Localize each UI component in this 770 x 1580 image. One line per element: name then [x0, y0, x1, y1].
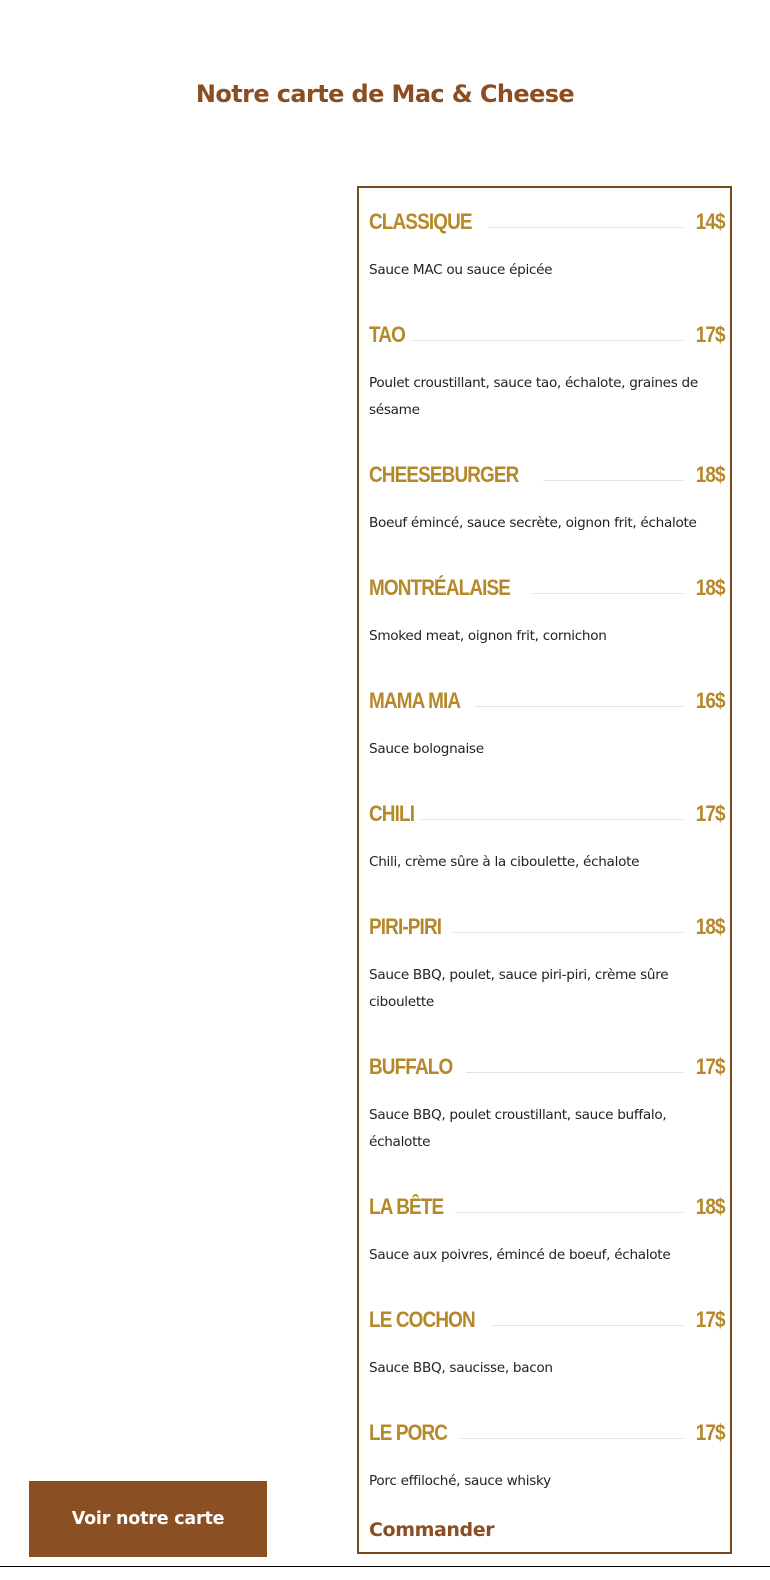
- item-name: CHEESEBURGER: [369, 462, 519, 487]
- item-name: LA BÊTE: [369, 1194, 444, 1219]
- item-price: 18$: [696, 1194, 725, 1219]
- menu-item-classique: [369, 205, 725, 284]
- dot-leader: [543, 480, 683, 481]
- dot-leader: [533, 593, 683, 594]
- menu-item-chili: [369, 797, 725, 876]
- item-description: Chili, crème sûre à la ciboulette, échalote: [369, 854, 640, 870]
- item-description: Sauce BBQ, poulet croustillant, sauce buffalo, échalotte: [369, 1107, 667, 1150]
- item-price: 16$: [696, 688, 725, 713]
- item-description: Boeuf émincé, sauce secrète, oignon frit, échalote: [369, 515, 697, 531]
- item-name: LE PORC: [369, 1420, 448, 1445]
- item-name: MAMA MIA: [369, 688, 461, 713]
- item-description: Sauce MAC ou sauce épicée: [369, 262, 553, 278]
- menu-item-tao: [369, 318, 725, 424]
- item-name: LE COCHON: [369, 1307, 475, 1332]
- menu-item-mama-mia: [369, 684, 725, 763]
- item-description: Sauce aux poivres, émincé de boeuf, échalote: [369, 1247, 671, 1263]
- dot-leader: [475, 706, 683, 707]
- item-price: 18$: [696, 575, 725, 600]
- bottom-bar: [0, 1566, 770, 1580]
- item-price: 17$: [696, 1054, 725, 1079]
- item-description: Sauce BBQ, saucisse, bacon: [369, 1360, 553, 1376]
- dot-leader: [460, 1438, 683, 1439]
- item-price: 17$: [696, 1307, 725, 1332]
- item-description: Sauce BBQ, poulet, sauce piri-piri, crème sûre ciboulette: [369, 967, 669, 1010]
- menu-item-le-porc: [369, 1416, 725, 1495]
- view-menu-button[interactable]: Voir notre carte: [29, 1481, 267, 1557]
- dot-leader: [466, 1072, 683, 1073]
- item-price: 17$: [696, 1420, 725, 1445]
- item-description: Smoked meat, oignon frit, cornichon: [369, 628, 607, 644]
- item-name: PIRI-PIRI: [369, 914, 442, 939]
- order-link[interactable]: Commander: [369, 1519, 495, 1541]
- dot-leader: [455, 1212, 683, 1213]
- dot-leader: [411, 340, 683, 341]
- menu-item-cheeseburger: [369, 458, 725, 537]
- item-description: Poulet croustillant, sauce tao, échalote, graines de sésame: [369, 375, 698, 418]
- menu-item-le-cochon: [369, 1303, 725, 1382]
- page-title: Notre carte de Mac & Cheese: [195, 80, 575, 108]
- menu-item-piri-piri: [369, 910, 725, 1016]
- item-description: Porc effiloché, sauce whisky: [369, 1473, 551, 1489]
- item-name: TAO: [369, 322, 405, 347]
- item-description: Sauce bolognaise: [369, 741, 484, 757]
- item-price: 18$: [696, 914, 725, 939]
- item-name: CLASSIQUE: [369, 209, 472, 234]
- item-price: 17$: [696, 322, 725, 347]
- menu-item-buffalo: [369, 1050, 725, 1156]
- menu-card: [357, 186, 732, 1554]
- menu-item-la-bete: [369, 1190, 725, 1269]
- item-price: 17$: [696, 801, 725, 826]
- menu-item-montrealaise: [369, 571, 725, 650]
- item-price: 18$: [696, 462, 725, 487]
- dot-leader: [453, 932, 683, 933]
- item-price: 14$: [696, 209, 725, 234]
- dot-leader: [421, 819, 683, 820]
- dot-leader: [492, 1325, 683, 1326]
- dot-leader: [488, 227, 683, 228]
- item-name: CHILI: [369, 801, 415, 826]
- item-name: MONTRÉALAISE: [369, 575, 511, 600]
- item-name: BUFFALO: [369, 1054, 453, 1079]
